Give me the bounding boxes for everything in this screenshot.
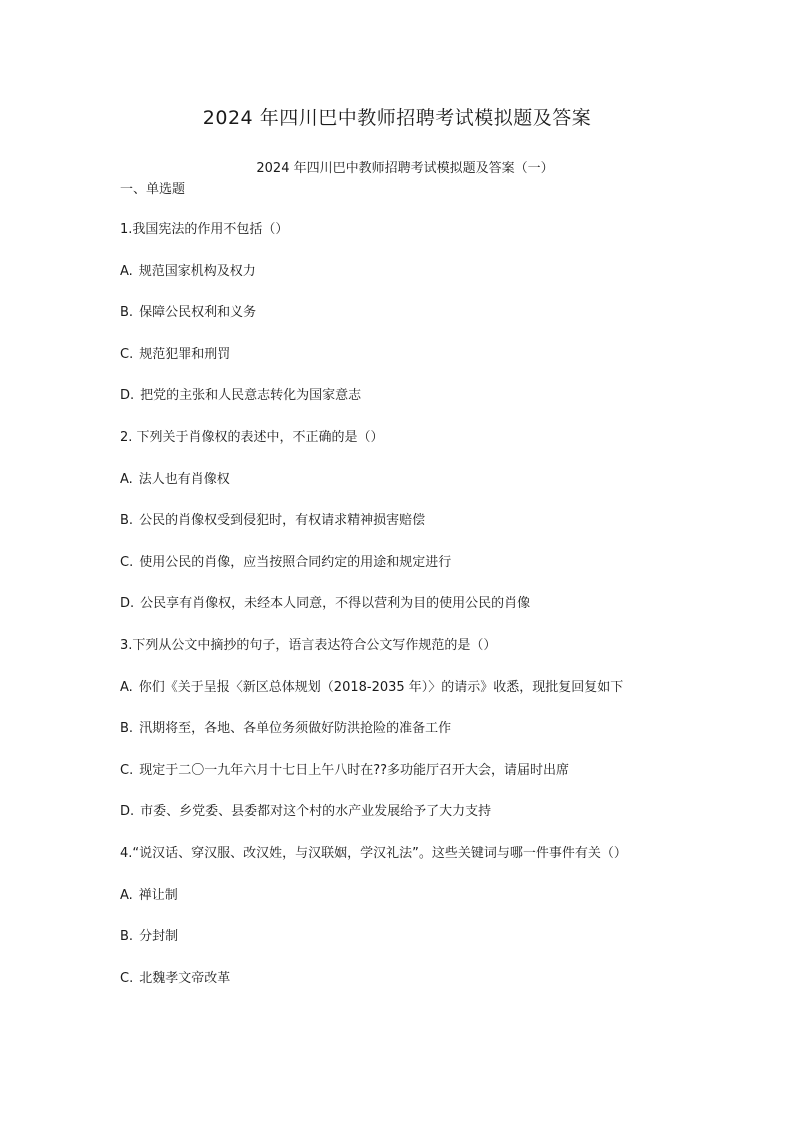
- option-text: 规范国家机构及权力: [138, 263, 256, 279]
- option-text: 公民的肖像权受到侵犯时，有权请求精神损害赔偿: [139, 513, 426, 529]
- question-option: [120, 678, 680, 698]
- question-option: [120, 345, 680, 365]
- option-text: 规范犯罪和刑罚: [139, 346, 231, 362]
- option-letter: C.: [120, 346, 134, 362]
- option-text: 汛期将至，各地、各单位务须做好防洪抢险的准备工作: [139, 721, 452, 737]
- section-heading: 一、单选题: [120, 182, 186, 197]
- document-title: 2024 年四川巴中教师招聘考试模拟题及答案: [202, 107, 592, 129]
- question-option: [120, 802, 680, 822]
- question-stem: 1.我国宪法的作用不包括（）: [120, 222, 289, 237]
- document-subtitle: 2024 年四川巴中教师招聘考试模拟题及答案（一）: [256, 161, 554, 176]
- question-option: [120, 594, 680, 614]
- question-stem: 2. 下列关于肖像权的表述中，不正确的是（）: [120, 429, 384, 445]
- option-letter: C.: [120, 554, 134, 570]
- option-letter: A.: [120, 263, 133, 279]
- question-option: [120, 262, 680, 282]
- question-stem: 3.下列从公文中摘抄的句子，语言表达符合公文写作规范的是（）: [120, 637, 497, 653]
- option-letter: A.: [120, 679, 133, 695]
- option-letter: A.: [120, 471, 133, 487]
- option-text: 保障公民权利和义务: [139, 305, 257, 321]
- option-letter: B.: [120, 929, 134, 945]
- option-text: 把党的主张和人民意志转化为国家意志: [140, 388, 362, 404]
- option-text: 现定于二〇一九年六月十七日上午八时在??多功能厅召开大会，请届时出席: [139, 762, 570, 778]
- option-letter: B.: [120, 305, 134, 321]
- question-option: [120, 761, 680, 781]
- option-text: 法人也有肖像权: [138, 471, 230, 487]
- question-option: [120, 969, 680, 989]
- option-letter: B.: [120, 721, 134, 737]
- option-letter: C.: [120, 762, 134, 778]
- option-text: 市委、乡党委、县委都对这个村的水产业发展给予了大力支持: [140, 804, 492, 820]
- question-option: [120, 511, 680, 531]
- option-text: 北魏孝文帝改革: [139, 970, 231, 986]
- option-letter: B.: [120, 513, 134, 529]
- question-option: [120, 927, 680, 947]
- question-option: [120, 553, 680, 573]
- option-text: 禅让制: [138, 887, 178, 903]
- option-letter: D.: [120, 388, 135, 404]
- question-list: [120, 220, 680, 1010]
- option-text: 你们《关于呈报〈新区总体规划（2018-2035 年）〉的请示》收悉，现批复回复如下: [138, 679, 624, 695]
- question-option: [120, 303, 680, 323]
- option-text: 公民享有肖像权，未经本人同意，不得以营利为目的使用公民的肖像: [140, 596, 531, 612]
- question-option: [120, 886, 680, 906]
- option-letter: D.: [120, 596, 135, 612]
- question-option: [120, 386, 680, 406]
- option-text: 使用公民的肖像，应当按照合同约定的用途和规定进行: [139, 554, 452, 570]
- question-stem: 4.“说汉话、穿汉服、改汉姓，与汉联姻，学汉礼法”。这些关键词与哪一件事件有关（）: [120, 845, 627, 861]
- option-letter: A.: [120, 887, 133, 903]
- option-letter: C.: [120, 970, 134, 986]
- option-text: 分封制: [139, 929, 179, 945]
- option-letter: D.: [120, 804, 135, 820]
- question-option: [120, 470, 680, 490]
- question-option: [120, 719, 680, 739]
